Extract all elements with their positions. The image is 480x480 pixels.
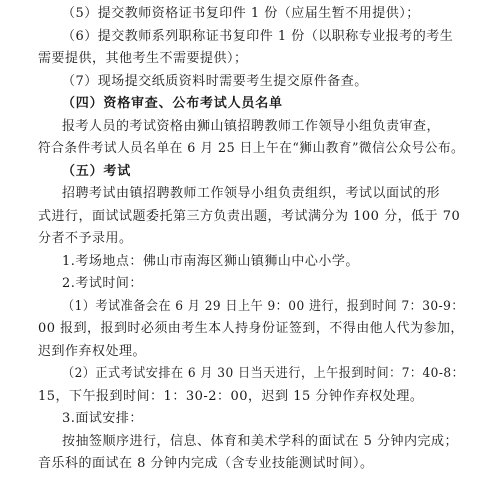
document-line (0, 4, 480, 24)
document-line (0, 229, 480, 249)
line-text: 迟到作弃权处理。 (38, 344, 147, 359)
line-text: 2.考试时间： (62, 276, 143, 291)
line-text: 3.面试安排： (62, 411, 143, 426)
document-line (0, 409, 480, 429)
document-line (0, 432, 480, 452)
line-text: 式进行，面试试题委托第三方负责出题，考试满分为 100 分，低于 70 (38, 209, 461, 224)
heading-text: （五）考试 (62, 164, 132, 179)
section-heading (0, 162, 480, 182)
document-line (0, 274, 480, 294)
document-line (0, 184, 480, 204)
line-text: 需要提供，其他考生不需要提供）； (38, 51, 248, 66)
document-line (0, 387, 480, 407)
line-text: 音乐科的面试在 8 分钟内完成（含专业技能测试时间）。 (38, 456, 374, 471)
line-text: 分者不予录用。 (38, 231, 133, 246)
line-text: 00 报到，报到时必须由考生本人持身份证签到，不得由他人代为参加， (38, 321, 464, 336)
line-text: （5）提交教师资格证书复印件 1 份（应届生暂不用提供）； (62, 6, 420, 21)
document-line (0, 252, 480, 272)
line-text: 1.考场地点：佛山市南海区狮山镇狮山中心小学。 (62, 254, 359, 269)
document-line (0, 207, 480, 227)
document-line (0, 72, 480, 92)
line-text: （2）正式考试安排在 6 月 30 日当天进行，上午报到时间：7：40-8： (62, 366, 465, 381)
line-text: 招聘考试由镇招聘教师工作领导小组负责组织，考试以面试的形 (62, 186, 441, 201)
document-line (0, 49, 480, 69)
line-text: （7）现场提交纸质资料时需要考生提交原件备查。 (62, 74, 368, 89)
line-text: 15，下午报到时间：1：30-2：00，迟到 15 分钟作弃权处理。 (38, 389, 424, 404)
section-heading (0, 94, 480, 114)
document-line (0, 297, 480, 317)
document-line (0, 454, 480, 474)
line-text: （6）提交教师系列职称证书复印件 1 份（以职称专业报考的考生 (62, 29, 454, 44)
document-line (0, 342, 480, 362)
document-line (0, 117, 480, 137)
document-line (0, 364, 480, 384)
line-text: 按抽签顺序进行，信息、体育和美术学科的面试在 5 分钟内完成； (62, 434, 459, 449)
line-text: 报考人员的考试资格由狮山镇招聘教师工作领导小组负责审查， (62, 119, 441, 134)
document-line (0, 319, 480, 339)
line-text: （1）考试准备会在 6 月 29 日上午 9：00 进行，报到时间 7：30-9： (62, 299, 464, 314)
line-text: 符合条件考试人员名单在 6 月 25 日上午在“狮山教育”微信公众号公布。 (38, 141, 465, 156)
heading-text: （四）资格审查、公布考试人员名单 (62, 96, 283, 111)
document-line (0, 27, 480, 47)
document-line (0, 139, 480, 159)
